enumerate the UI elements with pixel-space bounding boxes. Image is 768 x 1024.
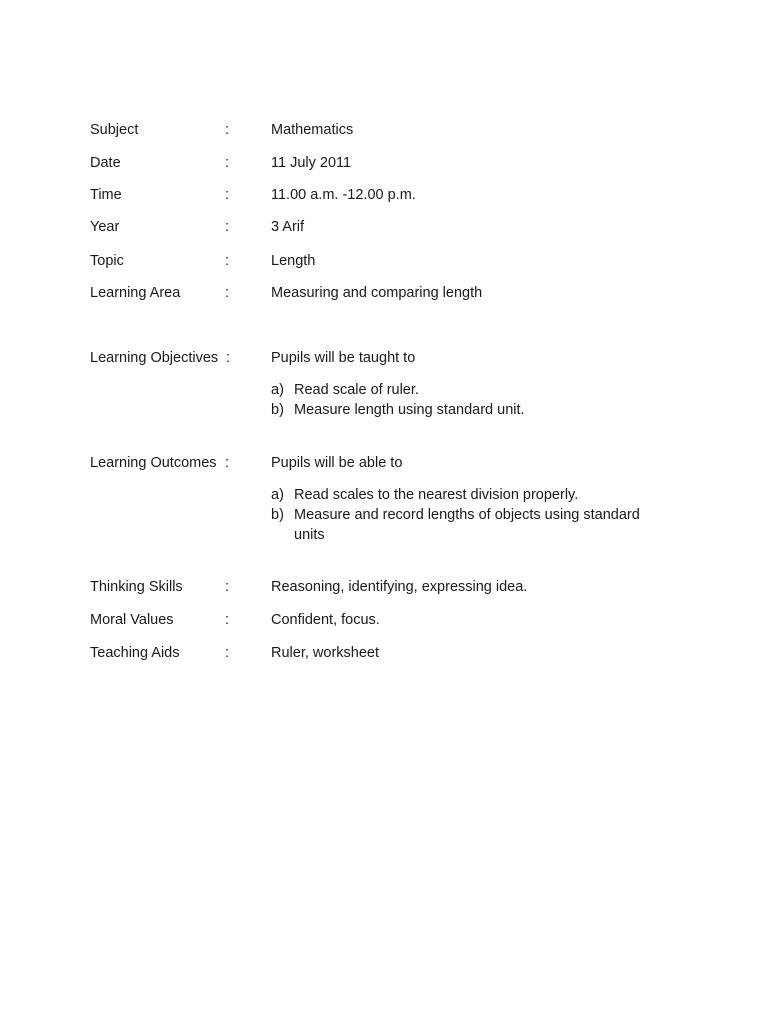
field-colon: : xyxy=(225,187,230,203)
field-colon: : xyxy=(225,122,230,138)
field-colon: : xyxy=(225,219,230,235)
field-colon: : xyxy=(225,612,230,628)
field-value: Ruler, worksheet xyxy=(271,645,379,661)
field-label: Time xyxy=(90,187,122,203)
field-moral-values xyxy=(0,609,768,631)
field-label: Teaching Aids xyxy=(90,645,180,661)
list-text: Read scales to the nearest division properly. xyxy=(294,487,579,503)
field-value: Reasoning, identifying, expressing idea. xyxy=(271,579,528,595)
field-subject xyxy=(0,119,768,141)
field-value: Confident, focus. xyxy=(271,612,380,628)
list-item xyxy=(271,400,671,420)
section-label: Learning Outcomes xyxy=(90,455,217,471)
field-label: Year xyxy=(90,219,120,235)
field-year xyxy=(0,216,768,238)
field-value: Mathematics xyxy=(271,122,354,138)
field-colon: : xyxy=(225,579,230,595)
field-thinking-skills xyxy=(0,576,768,598)
section-learning-outcomes xyxy=(0,452,768,474)
list-marker: a) xyxy=(271,382,284,398)
field-label: Topic xyxy=(90,253,124,269)
list-text: Read scale of ruler. xyxy=(294,382,419,398)
field-topic xyxy=(0,250,768,272)
field-teaching-aids xyxy=(0,642,768,664)
field-colon: : xyxy=(225,155,230,171)
field-colon: : xyxy=(225,645,230,661)
field-label: Moral Values xyxy=(90,612,174,628)
section-colon: : xyxy=(226,350,231,366)
field-value: 11 July 2011 xyxy=(271,155,352,171)
list-text: Measure length using standard unit. xyxy=(294,402,525,418)
list-item xyxy=(271,380,671,400)
list-item xyxy=(271,485,671,505)
field-label: Thinking Skills xyxy=(90,579,183,595)
field-label: Subject xyxy=(90,122,139,138)
list-marker: a) xyxy=(271,487,284,503)
field-value: Length xyxy=(271,253,316,269)
field-time xyxy=(0,184,768,206)
section-colon: : xyxy=(225,455,230,471)
field-value: 3 Arif xyxy=(271,219,305,235)
list-item xyxy=(271,505,666,545)
section-label: Learning Objectives xyxy=(90,350,219,366)
field-label: Date xyxy=(90,155,121,171)
field-colon: : xyxy=(225,253,230,269)
section-intro: Pupils will be able to xyxy=(271,455,403,471)
field-colon: : xyxy=(225,285,230,301)
list-marker: b) xyxy=(271,402,284,418)
field-label: Learning Area xyxy=(90,285,181,301)
section-learning-objectives xyxy=(0,347,768,369)
field-date xyxy=(0,152,768,174)
field-value: 11.00 a.m. -12.00 p.m. xyxy=(271,187,416,203)
field-value: Measuring and comparing length xyxy=(271,285,483,301)
field-learning-area xyxy=(0,282,768,304)
list-text: Measure and record lengths of objects using standard units xyxy=(294,507,640,543)
list-marker: b) xyxy=(271,507,284,523)
section-intro: Pupils will be taught to xyxy=(271,350,416,366)
